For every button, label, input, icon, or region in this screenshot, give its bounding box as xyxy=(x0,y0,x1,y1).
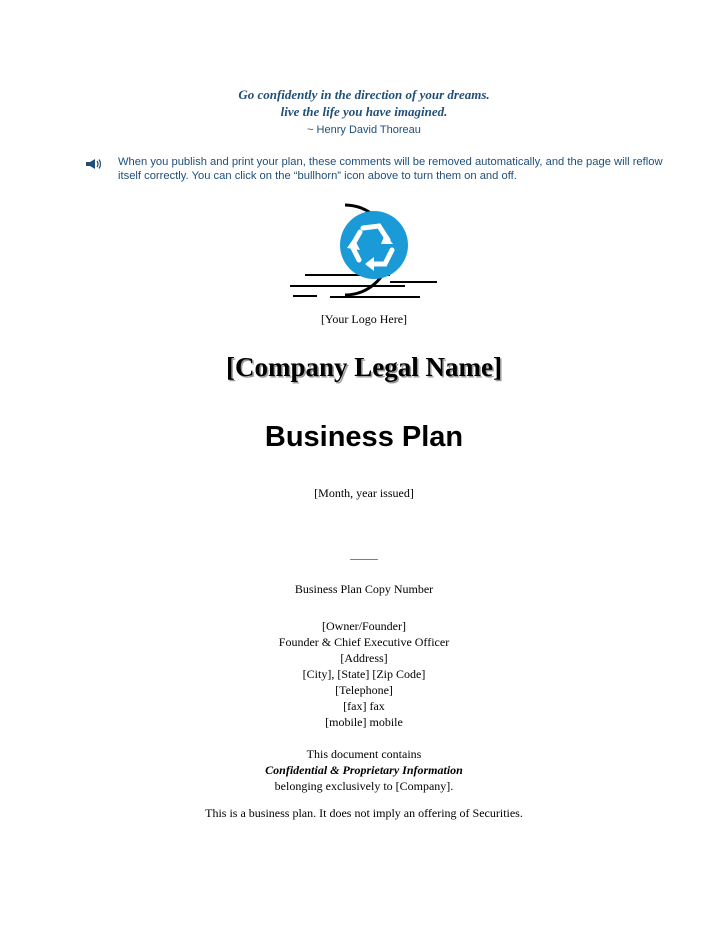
owner-role: Founder & Chief Executive Officer xyxy=(278,635,450,649)
contact-block xyxy=(0,618,728,730)
comment-note: When you publish and print your plan, these comments will be removed automatically, and the page will reflow itself correctly. You can click on the “bullhorn” icon above to turn them on and off. xyxy=(118,156,663,182)
confidential-block xyxy=(0,746,728,794)
date-issued: [Month, year issued] xyxy=(314,486,414,500)
telephone: [Telephone] xyxy=(335,683,393,697)
copy-number-label: Business Plan Copy Number xyxy=(294,582,434,596)
quote-line-1: Go confidently in the direction of your dreams. xyxy=(238,87,490,102)
city-state-zip: [City], [State] [Zip Code] xyxy=(302,667,426,681)
page-title: Business Plan xyxy=(264,421,464,453)
mobile: [mobile] mobile xyxy=(325,715,403,729)
owner-name: [Owner/Founder] xyxy=(322,619,406,633)
quote-line-2: live the life you have imagined. xyxy=(280,104,448,119)
company-name: [Company Legal Name] xyxy=(226,352,502,382)
quote-attribution: ~ Henry David Thoreau xyxy=(307,124,421,136)
address: [Address] xyxy=(340,651,388,665)
confidential-line-3: belonging exclusively to [Company]. xyxy=(274,779,454,793)
copy-number-blank: _____ xyxy=(350,549,378,561)
recycle-icon xyxy=(340,211,408,279)
confidential-line-2: Confidential & Proprietary Information xyxy=(265,763,463,777)
confidential-line-1: This document contains xyxy=(306,747,422,761)
logo-graphic xyxy=(285,200,445,310)
securities-disclaimer: This is a business plan. It does not imply an offering of Securities. xyxy=(205,806,523,820)
fax: [fax] fax xyxy=(343,699,385,713)
bullhorn-icon[interactable] xyxy=(84,157,102,171)
logo-placeholder: [Your Logo Here] xyxy=(320,312,408,326)
